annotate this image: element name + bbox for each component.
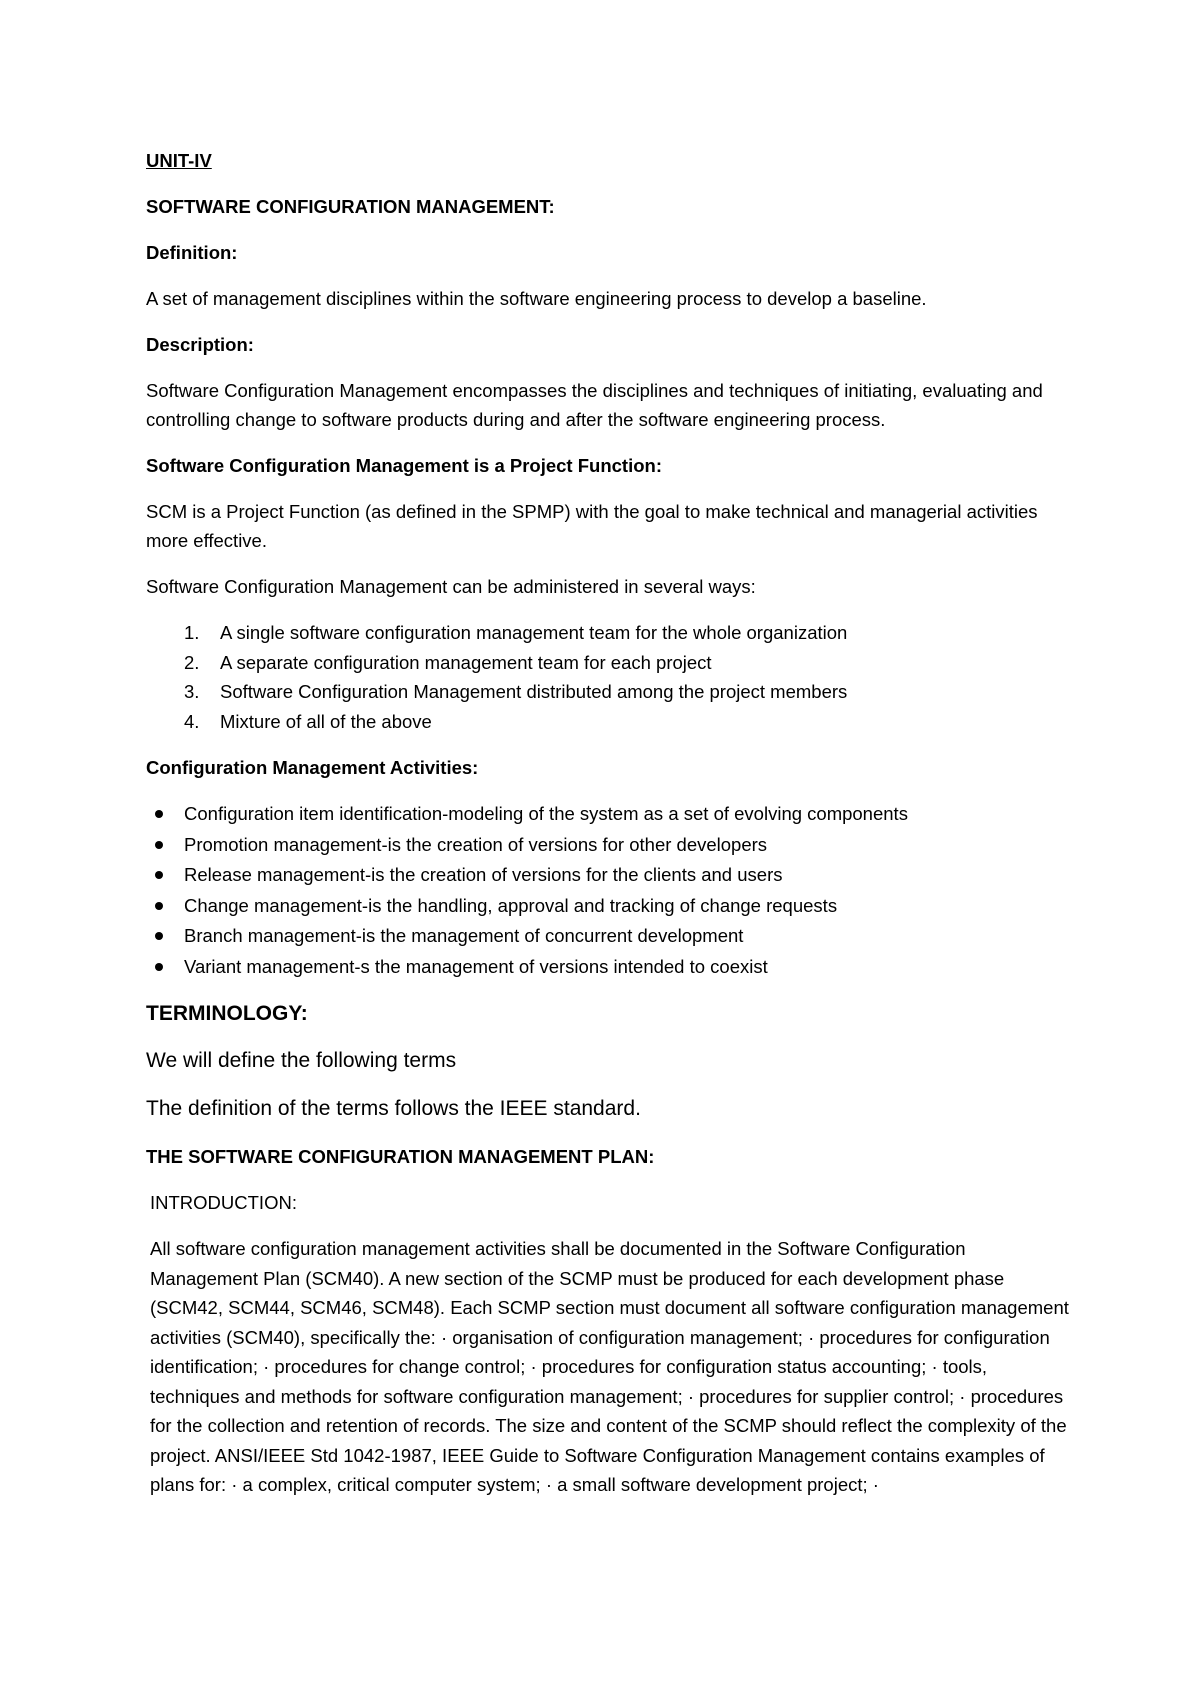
- description-text: Software Configuration Management encompasses the disciplines and techniques of initiating, evaluating and controlling change to software products during and after the software engineering process.: [146, 380, 1043, 430]
- document-page: [146, 146, 1076, 1517]
- list-item-text: Variant management-s the management of versions intended to coexist: [184, 955, 768, 977]
- activities-heading: Configuration Management Activities:: [146, 757, 479, 778]
- ways-list: [146, 618, 1076, 736]
- list-item-text: Software Configuration Management distributed among the project members: [220, 681, 848, 702]
- list-item-text: A separate configuration management team for each project: [220, 651, 712, 673]
- activities-list: [146, 799, 1076, 982]
- list-item-text: Change management-is the handling, approval and tracking of change requests: [184, 894, 838, 916]
- list-number: 4.: [184, 710, 200, 732]
- list-item: [146, 830, 1076, 861]
- list-item: [146, 799, 1076, 830]
- list-item-text: Branch management-is the management of concurrent development: [184, 925, 744, 946]
- description-label: Description:: [146, 334, 254, 355]
- list-item: [146, 921, 1076, 952]
- bullet-icon: [155, 932, 163, 940]
- bullet-icon: [155, 902, 163, 910]
- bullet-icon: [155, 963, 163, 971]
- ways-intro: Software Configuration Management can be administered in several ways:: [146, 576, 756, 597]
- list-item-text: A single software configuration management team for the whole organization: [220, 622, 848, 643]
- list-item: [146, 618, 1076, 648]
- project-function-text: SCM is a Project Function (as defined in the SPMP) with the goal to make technical and managerial activities more effective.: [146, 501, 1038, 551]
- list-item: [146, 891, 1076, 922]
- list-item-text: Promotion management-is the creation of versions for other developers: [184, 833, 768, 855]
- introduction-label: INTRODUCTION:: [150, 1192, 297, 1213]
- project-function-heading: Software Configuration Management is a Project Function:: [146, 455, 662, 476]
- bullet-icon: [155, 841, 163, 849]
- bullet-icon: [155, 810, 163, 818]
- terminology-line-2: The definition of the terms follows the IEEE standard.: [146, 1097, 641, 1120]
- definition-label: Definition:: [146, 242, 238, 263]
- list-item: [146, 677, 1076, 707]
- bullet-icon: [155, 871, 163, 879]
- list-item-text: Release management-is the creation of versions for the clients and users: [184, 864, 783, 885]
- unit-label: UNIT-IV: [146, 150, 212, 171]
- terminology-line-1: We will define the following terms: [146, 1049, 457, 1072]
- scmp-heading: THE SOFTWARE CONFIGURATION MANAGEMENT PLAN:: [146, 1146, 655, 1167]
- terminology-heading: TERMINOLOGY:: [146, 1002, 308, 1025]
- list-item: [146, 648, 1076, 678]
- list-number: 1.: [184, 622, 200, 643]
- list-number: 2.: [184, 651, 200, 673]
- list-number: 3.: [184, 681, 200, 702]
- main-heading: SOFTWARE CONFIGURATION MANAGEMENT:: [146, 196, 555, 217]
- list-item-text: Mixture of all of the above: [220, 710, 432, 732]
- list-item: [146, 952, 1076, 983]
- list-item: [146, 707, 1076, 737]
- introduction-text: All software configuration management activities shall be documented in the Software Configuration Management Plan (SCM40). A new section of the SCMP must be produced for each development phase (SCM42, SCM44, SCM46, SCM48). Each SCMP section must document all software configuration management activities (SCM40), specifically the: · organisation of configuration management; · procedures for configuration identification; · procedures for change control; · procedures for configuration status accounting; · tools, techniques and methods for software configuration management; · procedures for supplier control; · procedures for the collection and retention of records. The size and content of the SCMP should reflect the complexity of the project. ANSI/IEEE Std 1042-1987, IEEE Guide to Software Configuration Management contains examples of plans for: · a complex, critical computer system; · a small software development project; ·: [150, 1238, 1069, 1495]
- definition-text: A set of management disciplines within the software engineering process to develop a baseline.: [146, 288, 927, 309]
- list-item: [146, 860, 1076, 891]
- list-item-text: Configuration item identification-modeling of the system as a set of evolving components: [184, 803, 908, 824]
